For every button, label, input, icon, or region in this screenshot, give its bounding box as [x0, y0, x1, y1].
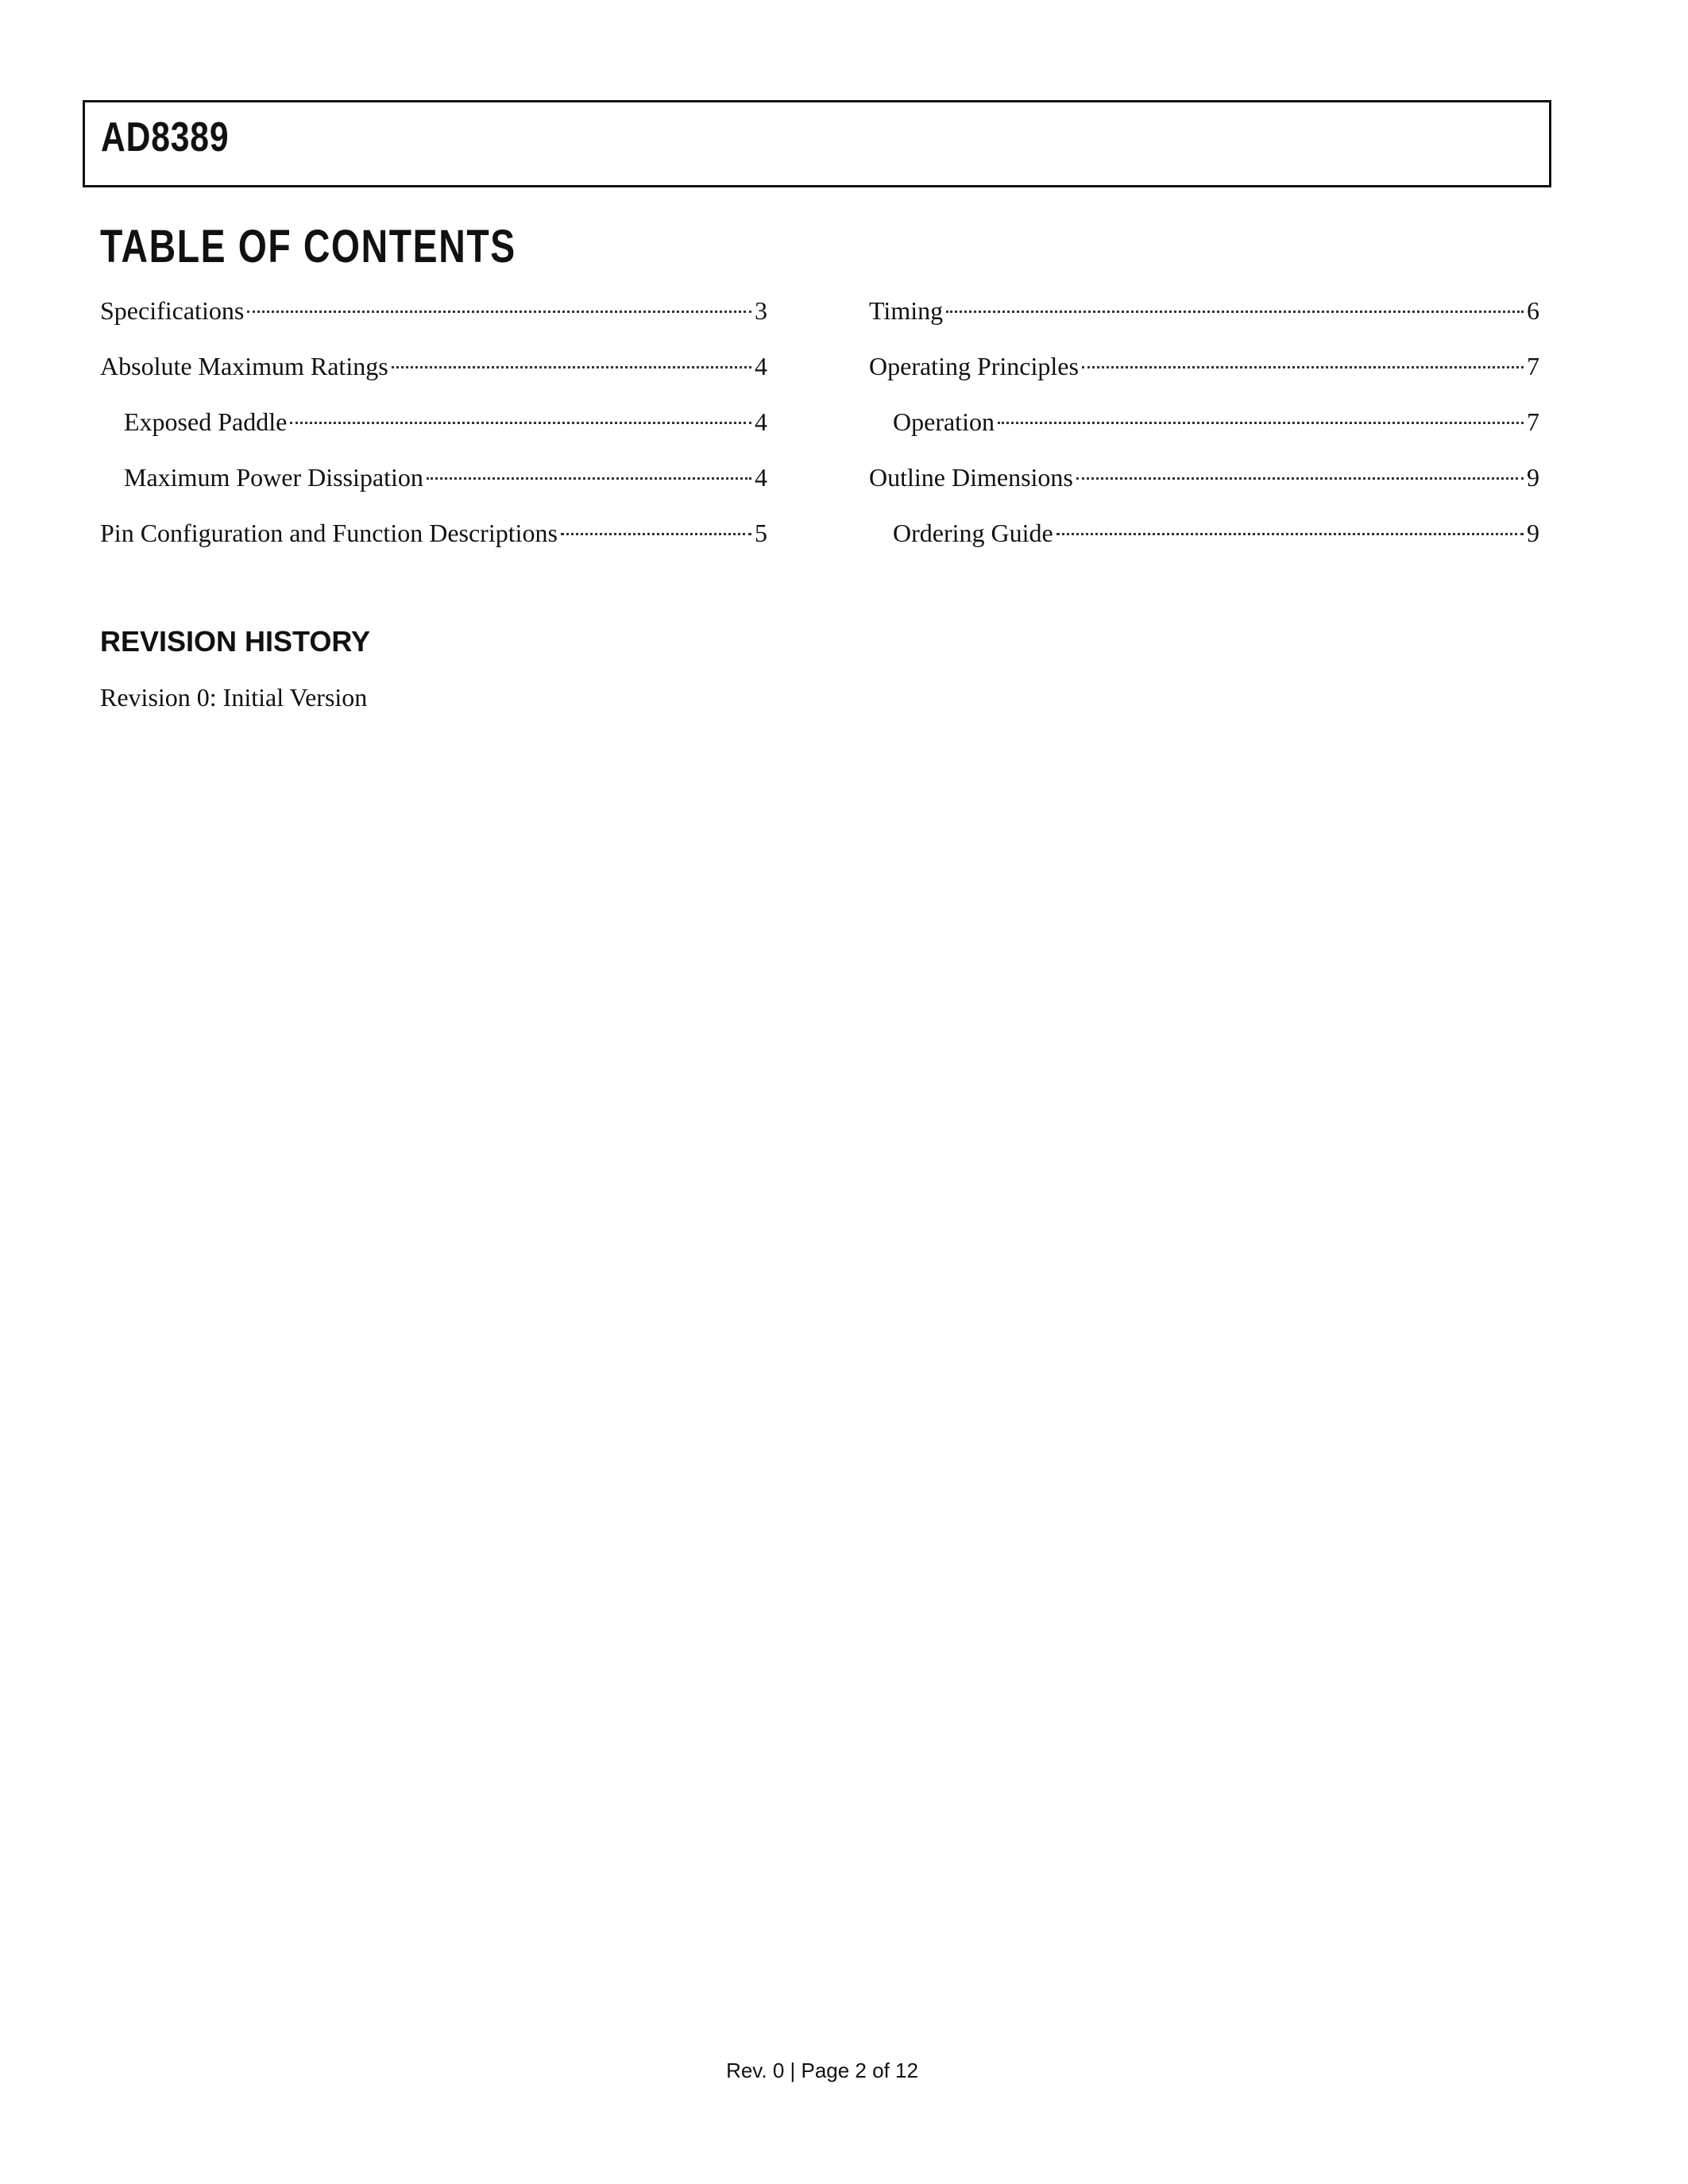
header-box [83, 100, 1551, 187]
document-title: AD8389 [101, 114, 230, 160]
toc-entry-operation[interactable] [869, 403, 1539, 459]
toc-column-left [100, 292, 767, 570]
toc-entry-page: 6 [1527, 296, 1539, 325]
toc-leader-dots [1082, 366, 1524, 369]
toc-entry-operating-principles[interactable] [869, 348, 1539, 403]
toc-entry-label: Maximum Power Dissipation [124, 463, 423, 492]
page-footer: Rev. 0 | Page 2 of 12 [726, 2059, 918, 2082]
toc-entry-specifications[interactable] [100, 292, 767, 348]
toc-entry-page: 7 [1527, 407, 1539, 436]
toc-entry-page: 4 [755, 352, 767, 380]
toc-entry-page: 5 [755, 519, 767, 547]
toc-leader-dots [946, 311, 1524, 313]
toc-entry-label: Operation [893, 407, 995, 436]
toc-entry-label: Pin Configuration and Function Descriptions [100, 519, 558, 547]
toc-entry-label: Ordering Guide [893, 519, 1053, 547]
toc-entry-label: Outline Dimensions [869, 463, 1073, 492]
toc-entry-label: Exposed Paddle [124, 407, 288, 436]
toc-leader-dots [1056, 533, 1524, 535]
toc-entry-page: 9 [1527, 463, 1539, 492]
toc-entry-label: Operating Principles [869, 352, 1079, 380]
revision-history-heading: REVISION HISTORY [100, 625, 371, 658]
toc-entry-page: 4 [755, 407, 767, 436]
toc-entry-page: 3 [755, 296, 767, 325]
toc-entry-pin-configuration[interactable] [100, 515, 767, 570]
toc-entry-exposed-paddle[interactable] [100, 403, 767, 459]
toc-column-right [869, 292, 1539, 570]
revision-history-text: Revision 0: Initial Version [100, 683, 368, 712]
toc-entry-label: Specifications [100, 296, 245, 325]
toc-leader-dots [1076, 477, 1524, 480]
toc-entry-absolute-maximum-ratings[interactable] [100, 348, 767, 403]
toc-leader-dots [247, 311, 751, 313]
toc-leader-dots [290, 422, 751, 424]
toc-entry-ordering-guide[interactable] [869, 515, 1539, 570]
toc-leader-dots [392, 366, 751, 369]
toc-entry-outline-dimensions[interactable] [869, 459, 1539, 515]
toc-entry-label: Timing [869, 296, 944, 325]
toc-entry-page: 9 [1527, 519, 1539, 547]
toc-entry-timing[interactable] [869, 292, 1539, 348]
toc-entry-label: Absolute Maximum Ratings [100, 352, 388, 380]
toc-leader-dots [427, 477, 751, 480]
toc-heading: TABLE OF CONTENTS [100, 221, 516, 272]
toc-entry-maximum-power-dissipation[interactable] [100, 459, 767, 515]
toc-leader-dots [561, 533, 751, 535]
toc-entry-page: 4 [755, 463, 767, 492]
toc-leader-dots [998, 422, 1524, 424]
toc-entry-page: 7 [1527, 352, 1539, 380]
